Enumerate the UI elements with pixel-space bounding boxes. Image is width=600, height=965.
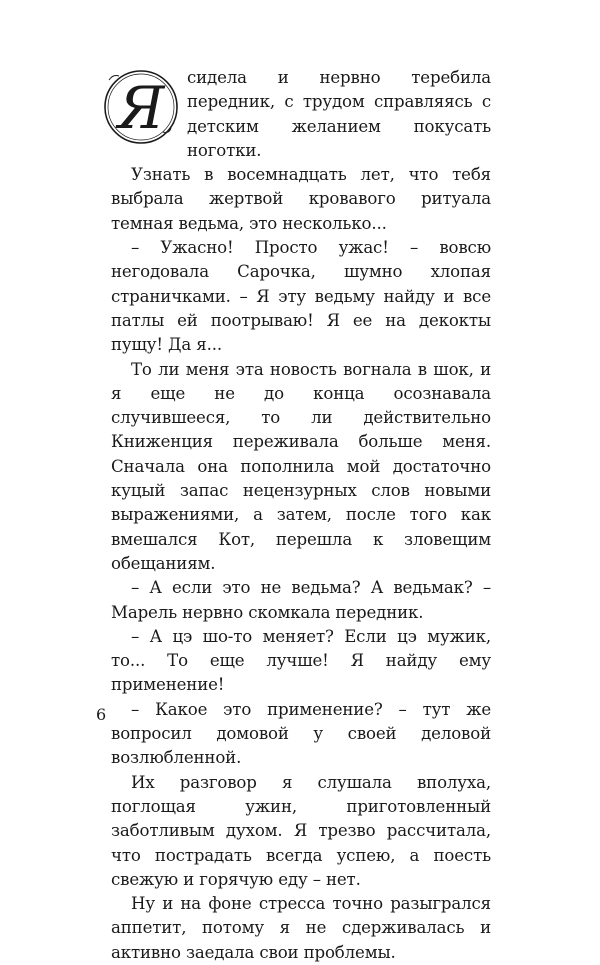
paragraph: Узнать в восемнадцать лет, что тебя выбрала жертвой кровавого ритуала темная ведьма, это несколько... (111, 165, 491, 233)
paragraph: – А цэ шо-то меняет? Если цэ мужик, то... То еще лучше! Я найду ему применение! (111, 626, 491, 695)
paragraph: То ли меня эта новость вогнала в шок, и я еще не до конца осознавала случившееся, то ли действительно Книженция переживала больше меня. Сначала она пополнила мой достаточно куцый запас нецензурных слов новыми выражениями, а затем, после того как вмешался Кот, перешла к зловещим обещаниям. (111, 359, 491, 573)
page-number: 6 (96, 705, 107, 724)
paragraph: – Какое это применение? – тут же вопросил домовой у своей деловой возлюбленной. (111, 699, 491, 768)
drop-cap-letter: Я (117, 74, 165, 142)
drop-cap-ornament (101, 66, 181, 148)
paragraph: Их разговор я слушала вполуха, поглощая ужин, приготовленный заботливым духом. Я трезво рассчитала, что пострадать всегда успею, а поесть свежую и горячую еду – нет. (111, 772, 491, 889)
paragraph: сидела и нервно теребила передник, с трудом справляясь с детским желанием покусать ноготки. (187, 68, 491, 160)
paragraph: – А если это не ведьма? А ведьмак? – Марель нервно скомкала передник. (111, 578, 491, 622)
paragraph: Ну и на фоне стресса точно разыгрался аппетит, потому я не сдерживалась и активно заедала свои проблемы. (111, 894, 491, 962)
decorative-drop-cap (101, 66, 181, 148)
page-body-text (111, 66, 491, 965)
paragraph: – Ужасно! Просто ужас! – вовсю негодовала Сарочка, шумно хлопая страничками. – Я эту ведьму найду и все патлы ей поотрываю! Я ее на декокты пущу! Да я... (111, 238, 491, 355)
